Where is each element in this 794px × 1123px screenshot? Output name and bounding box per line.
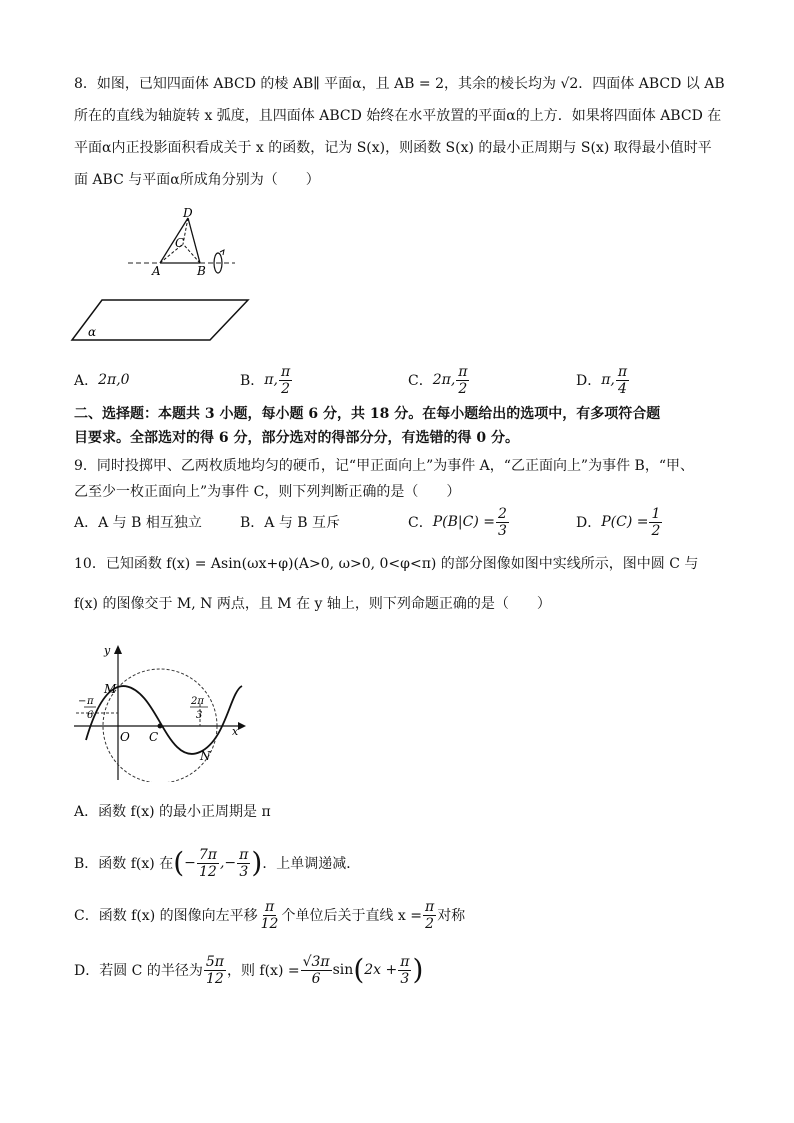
q8-line-1: 8．如图，已知四面体 ABCD 的棱 AB∥ 平面α，且 AB = 2，其余的棱长均为 √2．四面体 ABCD 以 AB	[74, 76, 725, 92]
fraction: $\frac{√3\pi}{6}$	[302, 953, 330, 987]
fraction: $\frac{\pi}{3}$	[400, 953, 410, 987]
left-tick-den: 6	[87, 710, 94, 721]
fraction: $\frac{5\pi}{12}$	[205, 953, 224, 987]
label-o: O	[120, 730, 130, 744]
fraction: $\frac{2}{3}$	[497, 505, 507, 539]
fraction: $\frac{\pi}{2}$	[424, 898, 435, 932]
q10-line-2: f(x) 的图像交于 M, N 两点，且 M 在 y 轴上，则下列命题正确的是（ ）	[74, 596, 551, 612]
label-x: x	[232, 725, 239, 738]
section-2-header-line-2: 目要求。全部选对的得 6 分，部分选对的得部分分，有选错的得 0 分。	[74, 430, 519, 446]
fraction: $\frac{\pi}{2}$	[458, 363, 468, 397]
label-m: M	[104, 682, 117, 696]
left-tick-sign: −	[78, 696, 87, 707]
label-n: N	[200, 749, 211, 763]
q8-line-4: 面 ABC 与平面α所成角分别为（ ）	[74, 172, 320, 188]
section-2-header-line-1: 二、选择题：本题共 3 小题，每小题 6 分，共 18 分。在每小题给出的选项中，有多项符合题	[74, 406, 661, 422]
label-a: A	[152, 264, 161, 278]
q9-option-a[interactable]: A． A 与 B 相互独立	[74, 515, 202, 531]
label-b: B	[197, 264, 206, 278]
q8-options	[74, 360, 734, 400]
q9-option-b[interactable]: B． A 与 B 互斥	[240, 515, 341, 531]
label-c: C	[149, 730, 159, 744]
q8-option-c[interactable]: C． 2π, $\frac{\pi}{2}$	[408, 363, 468, 397]
label-d: D	[183, 208, 193, 220]
fraction: $\frac{1}{2}$	[651, 505, 661, 539]
q9-options	[74, 502, 734, 542]
right-tick-num: 2π	[191, 696, 204, 707]
q10-option-d[interactable]: D．若圆 C 的半径为 $\frac{5\pi}{12}$ ，则 f(x) = $\frac{√3\pi}{6}$ sin ( 2x + $\frac{\pi}{3}$ )	[74, 953, 424, 987]
q8-option-b[interactable]: B． π, $\frac{\pi}{2}$	[240, 363, 291, 397]
fraction: $\frac{\pi}{3}$	[239, 846, 249, 880]
q8-tetrahedron-figure	[70, 208, 250, 346]
q8-option-a[interactable]: A． 2π,0	[74, 372, 130, 389]
q10-option-b[interactable]: B．函数 f(x) 在 ( − $\frac{7\pi}{12}$ ,− $\frac{\pi}{3}$ ) ．上单调递减．	[74, 846, 361, 880]
q9-option-d[interactable]: D． P(C) = $\frac{1}{2}$	[576, 505, 661, 539]
q10-sine-graph	[70, 640, 252, 782]
label-y: y	[104, 644, 111, 657]
q10-option-c[interactable]: C．函数 f(x) 的图像向左平移 $\frac{\pi}{12}$ 个单位后关于直线 x = $\frac{\pi}{2}$ 对称	[74, 898, 466, 932]
q8-option-d[interactable]: D． π, $\frac{\pi}{4}$	[576, 363, 628, 397]
fraction: $\frac{\pi}{4}$	[617, 363, 628, 397]
label-alpha: α	[88, 325, 97, 339]
q8-line-3: 平面α内正投影面积看成关于 x 的函数，记为 S(x)，则函数 S(x) 的最小正周期与 S(x) 取得最小值时平	[74, 140, 712, 156]
fraction: $\frac{\pi}{2}$	[280, 363, 291, 397]
fraction: $\frac{7\pi}{12}$	[198, 846, 217, 880]
q9-option-c[interactable]: C． P(B|C) = $\frac{2}{3}$	[408, 505, 507, 539]
q10-line-1: 10．已知函数 f(x) = Asin(ωx+φ)(A>0, ω>0, 0<φ<π) 的部分图像如图中实线所示，图中圆 C 与	[74, 556, 699, 572]
left-tick-num: π	[87, 696, 94, 707]
fraction: $\frac{\pi}{12}$	[260, 898, 279, 932]
right-tick-den: 3	[196, 710, 203, 721]
label-c: C	[175, 236, 185, 250]
q8-line-2: 所在的直线为轴旋转 x 弧度，且四面体 ABCD 始终在水平放置的平面α的上方．如果将四面体 ABCD 在	[74, 108, 722, 124]
q9-line-2: 乙至少一枚正面向上”为事件 C，则下列判断正确的是（ ）	[74, 484, 461, 500]
q9-line-1: 9．同时投掷甲、乙两枚质地均匀的硬币，记“甲正面向上”为事件 A，“乙正面向上”为事件 B，“甲、	[74, 458, 694, 474]
q10-option-a[interactable]: A．函数 f(x) 的最小正周期是 π	[74, 804, 271, 820]
